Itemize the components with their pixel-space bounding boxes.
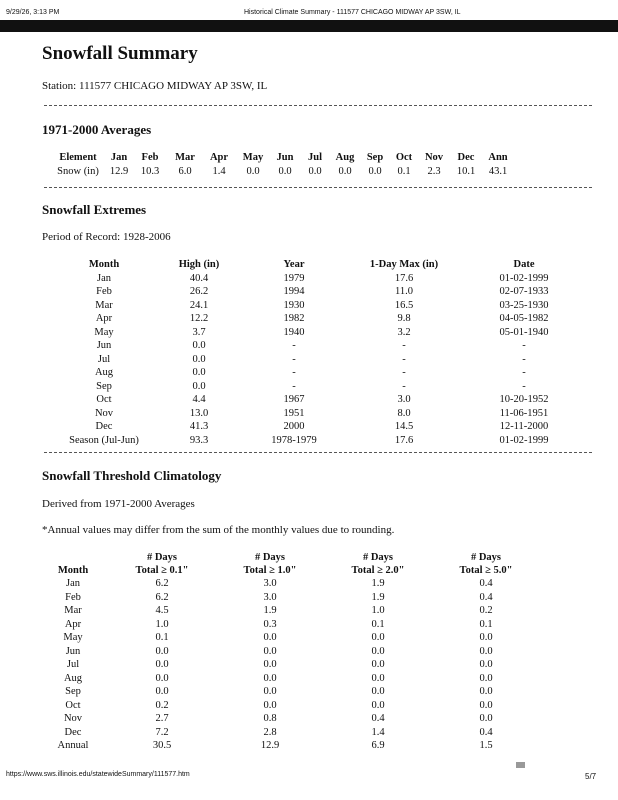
table-cell: -: [522, 380, 526, 392]
table-row: [54, 393, 584, 407]
threshold-heading: Snowfall Threshold Climatology: [42, 468, 222, 483]
table-cell: -: [402, 353, 406, 365]
column-header: Apr: [209, 152, 229, 163]
column-header: 1-Day Max (in): [369, 259, 439, 270]
column-header: Total ≥ 2.0": [351, 565, 405, 576]
table-cell: Apr: [64, 618, 82, 630]
table-cell: Mar: [64, 605, 82, 616]
table-row: [54, 380, 584, 394]
table-cell: 4.4: [192, 394, 206, 405]
table-cell: Aug: [94, 367, 114, 378]
averages-heading: 1971-2000 Averages: [42, 122, 152, 137]
table-cell: 7.2: [155, 726, 169, 738]
table-cell: Jan: [66, 578, 80, 589]
table-cell: 2.8: [263, 726, 277, 738]
table-cell: Oct: [96, 394, 112, 405]
table-cell: 0.4: [479, 578, 493, 589]
table-cell: Jul: [97, 353, 111, 365]
column-header: Jan: [110, 152, 128, 163]
table-cell: 1.9: [371, 591, 385, 603]
table-cell: 1.9: [371, 578, 385, 589]
column-header: Dec: [457, 152, 475, 163]
table-cell: 3.0: [397, 394, 411, 405]
table-cell: 02-07-1933: [499, 286, 549, 297]
table-row: [54, 366, 584, 380]
table-cell: 0.0: [371, 686, 385, 697]
table-cell: May: [63, 632, 83, 643]
table-cell: 17.6: [394, 434, 414, 446]
table-cell: 26.2: [189, 286, 209, 297]
extremes-table: [54, 258, 584, 447]
table-cell: 0.0: [479, 672, 493, 684]
column-header: Month: [88, 259, 120, 270]
table-cell: 0.4: [371, 713, 385, 724]
table-cell: Feb: [96, 286, 112, 297]
column-header: # Days: [470, 552, 502, 563]
table-cell: 03-25-1930: [499, 299, 549, 311]
table-cell: Jan: [97, 272, 111, 284]
table-cell: Nov: [94, 407, 114, 419]
table-cell: 3.0: [263, 578, 277, 589]
table-cell: Feb: [65, 591, 81, 603]
table-row: [54, 420, 584, 434]
table-cell: 1940: [283, 326, 305, 338]
column-header: # Days: [146, 552, 178, 563]
column-header: Date: [513, 259, 535, 270]
table-cell: Jun: [96, 340, 112, 351]
table-cell: 12.2: [189, 313, 209, 324]
table-cell: 17.6: [394, 272, 414, 284]
table-cell: 0.4: [479, 726, 493, 738]
table-row: [38, 739, 540, 753]
table-cell: May: [94, 326, 114, 338]
table-row: [38, 618, 540, 632]
table-cell: 0.0: [371, 645, 385, 657]
table-cell: 0.0: [263, 632, 277, 643]
table-cell: 2.3: [427, 166, 441, 177]
divider: [44, 452, 592, 453]
table-cell: Annual: [57, 740, 89, 751]
table-cell: Aug: [63, 672, 83, 684]
table-cell: 0.0: [479, 659, 493, 670]
table-cell: 0.0: [246, 166, 260, 177]
table-cell: 0.0: [263, 672, 277, 684]
table-row: [38, 712, 540, 726]
table-cell: -: [292, 340, 296, 351]
table-row: [54, 326, 584, 340]
table-row: [54, 312, 584, 326]
table-cell: 0.0: [192, 367, 206, 378]
table-cell: 1951: [283, 407, 305, 419]
table-cell: 0.0: [155, 659, 169, 670]
table-cell: 2000: [283, 421, 305, 432]
table-cell: 30.5: [152, 740, 172, 751]
table-cell: 3.2: [397, 326, 411, 338]
table-cell: 16.5: [394, 299, 414, 311]
table-cell: -: [522, 353, 526, 365]
column-header: Feb: [141, 152, 159, 163]
table-cell: Apr: [95, 313, 113, 324]
table-row: [38, 699, 540, 713]
table-cell: Jun: [65, 645, 81, 657]
table-cell: Dec: [64, 726, 82, 738]
table-cell: 6.2: [155, 578, 169, 589]
table-cell: 1.9: [263, 605, 277, 616]
column-header: Total ≥ 1.0": [243, 565, 297, 576]
table-cell: 0.0: [338, 166, 352, 177]
page-mark: [516, 762, 525, 768]
column-header: Year: [283, 259, 305, 270]
table-row: [54, 407, 584, 421]
table-cell: 0.0: [371, 632, 385, 643]
table-cell: -: [402, 340, 406, 351]
table-cell: 0.0: [479, 713, 493, 724]
threshold-derived: Derived from 1971-2000 Averages: [42, 498, 195, 510]
table-cell: 10.3: [140, 166, 160, 177]
column-header: # Days: [254, 552, 286, 563]
column-header: Aug: [335, 152, 355, 163]
table-cell: 3.0: [263, 591, 277, 603]
table-cell: -: [292, 367, 296, 378]
table-cell: Snow (in): [57, 166, 99, 177]
extremes-heading: Snowfall Extremes: [42, 202, 147, 217]
table-cell: 14.5: [394, 421, 414, 432]
table-cell: 1930: [283, 299, 305, 311]
table-cell: 0.0: [155, 686, 169, 697]
table-cell: 12.9: [109, 166, 129, 177]
table-cell: Mar: [95, 299, 113, 311]
table-cell: 01-02-1999: [499, 272, 549, 284]
table-cell: 0.0: [192, 380, 206, 392]
column-header: [38, 551, 108, 564]
footer-url: https://www.sws.illinois.edu/statewideSummary/111577.htm: [6, 771, 190, 778]
table-cell: 04-05-1982: [499, 313, 549, 324]
table-cell: 4.5: [155, 605, 169, 616]
table-cell: Season (Jul-Jun): [69, 434, 139, 446]
table-cell: 0.8: [263, 713, 277, 724]
table-cell: 1978-1979: [271, 434, 317, 446]
table-cell: 8.0: [397, 407, 411, 419]
table-cell: 1.0: [155, 618, 169, 630]
table-cell: 0.2: [155, 699, 169, 711]
table-row: [38, 631, 540, 645]
table-cell: 1967: [283, 394, 305, 405]
table-cell: 0.0: [263, 686, 277, 697]
table-cell: 0.0: [371, 699, 385, 711]
page-title: Snowfall Summary: [42, 43, 198, 64]
table-row: [38, 604, 540, 618]
table-cell: -: [292, 353, 296, 365]
table-cell: -: [522, 340, 526, 351]
table-cell: 05-01-1940: [499, 326, 549, 338]
table-row: [54, 434, 584, 448]
table-cell: 24.1: [189, 299, 209, 311]
table-cell: 0.0: [263, 645, 277, 657]
print-document-title: Historical Climate Summary - 111577 CHICAGO MIDWAY AP 3SW, IL: [244, 9, 461, 16]
table-cell: 11-06-1951: [499, 407, 549, 419]
table-row: [38, 658, 540, 672]
column-header: Jul: [307, 152, 322, 163]
table-cell: Dec: [95, 421, 113, 432]
table-row: [54, 299, 584, 313]
table-cell: 0.0: [263, 659, 277, 670]
table-cell: 13.0: [189, 407, 209, 419]
table-row: [54, 339, 584, 353]
table-cell: 1.4: [212, 166, 226, 177]
table-cell: 93.3: [189, 434, 209, 446]
table-cell: 12.9: [260, 740, 280, 751]
table-row: [38, 672, 540, 686]
table-cell: 0.0: [371, 672, 385, 684]
table-cell: 1994: [283, 286, 305, 297]
column-header: Mar: [175, 152, 195, 163]
column-header: Ann: [488, 152, 508, 163]
table-cell: 0.1: [479, 618, 493, 630]
print-header: [0, 0, 618, 32]
column-header: Total ≥ 0.1": [135, 565, 189, 576]
table-cell: 1979: [283, 272, 305, 284]
table-cell: 0.2: [479, 605, 493, 616]
column-header: May: [242, 152, 264, 163]
table-row: [38, 685, 540, 699]
table-cell: Oct: [65, 699, 81, 711]
table-row: [38, 726, 540, 740]
table-cell: 6.2: [155, 591, 169, 603]
print-datetime: 9/29/26, 3:13 PM: [6, 9, 60, 16]
column-header: Month: [57, 565, 89, 576]
table-cell: 41.3: [189, 421, 209, 432]
table-cell: 0.0: [192, 340, 206, 351]
table-cell: 0.1: [155, 632, 169, 643]
table-cell: 3.7: [192, 326, 206, 338]
table-cell: Sep: [65, 686, 81, 697]
table-row: [54, 272, 584, 286]
table-row: [38, 591, 540, 605]
table-cell: 40.4: [189, 272, 209, 284]
column-header: Sep: [366, 152, 384, 163]
table-cell: 6.0: [178, 166, 192, 177]
table-cell: 0.0: [479, 686, 493, 697]
table-row: [54, 353, 584, 367]
table-cell: 0.1: [397, 166, 411, 177]
station-label: Station: 111577 CHICAGO MIDWAY AP 3SW, IL: [42, 80, 268, 92]
table-cell: 12-11-2000: [499, 421, 549, 432]
table-cell: 01-02-1999: [499, 434, 549, 446]
table-cell: 0.0: [278, 166, 292, 177]
divider: [44, 187, 592, 188]
column-header: # Days: [362, 552, 394, 563]
table-cell: -: [402, 367, 406, 378]
threshold-table: [38, 551, 540, 753]
table-cell: 11.0: [395, 286, 413, 297]
table-cell: 0.0: [155, 672, 169, 684]
table-cell: 0.0: [479, 632, 493, 643]
table-cell: 1.5: [479, 740, 493, 751]
column-header: Oct: [395, 152, 413, 163]
column-header: High (in): [178, 259, 220, 270]
table-cell: 2.7: [155, 713, 169, 724]
column-header: Total ≥ 5.0": [459, 565, 513, 576]
table-cell: Nov: [63, 713, 83, 724]
table-cell: Sep: [96, 380, 112, 392]
table-cell: 0.4: [479, 591, 493, 603]
table-cell: 0.0: [155, 645, 169, 657]
rounding-note: *Annual values may differ from the sum of the monthly values due to rounding.: [42, 524, 395, 536]
table-cell: 0.0: [479, 645, 493, 657]
table-row: [38, 645, 540, 659]
table-cell: 9.8: [397, 313, 411, 324]
table-cell: 0.0: [263, 699, 277, 711]
table-row: [54, 285, 584, 299]
column-header: Element: [59, 152, 97, 163]
table-cell: 1.0: [371, 605, 385, 616]
table-row: [38, 577, 540, 591]
column-header: Nov: [424, 152, 444, 163]
table-cell: -: [292, 380, 296, 392]
averages-table: [50, 151, 514, 179]
table-cell: 0.0: [192, 353, 206, 365]
period-of-record: Period of Record: 1928-2006: [42, 231, 171, 243]
table-cell: 6.9: [371, 740, 385, 751]
table-cell: 43.1: [488, 166, 508, 177]
table-cell: 1982: [283, 313, 305, 324]
page-number: 5/7: [585, 772, 597, 781]
table-cell: 0.0: [308, 166, 322, 177]
table-cell: 0.0: [479, 699, 493, 711]
column-header: Jun: [276, 152, 294, 163]
table-cell: -: [402, 380, 406, 392]
table-cell: -: [522, 367, 526, 378]
table-cell: 10.1: [456, 166, 476, 177]
table-cell: 0.0: [368, 166, 382, 177]
table-cell: 10-20-1952: [499, 394, 549, 405]
table-cell: 0.0: [371, 659, 385, 670]
table-cell: 0.1: [371, 618, 385, 630]
table-cell: 1.4: [371, 726, 385, 738]
table-cell: Jul: [66, 659, 80, 670]
table-cell: 0.3: [263, 618, 277, 630]
divider: [44, 105, 592, 106]
